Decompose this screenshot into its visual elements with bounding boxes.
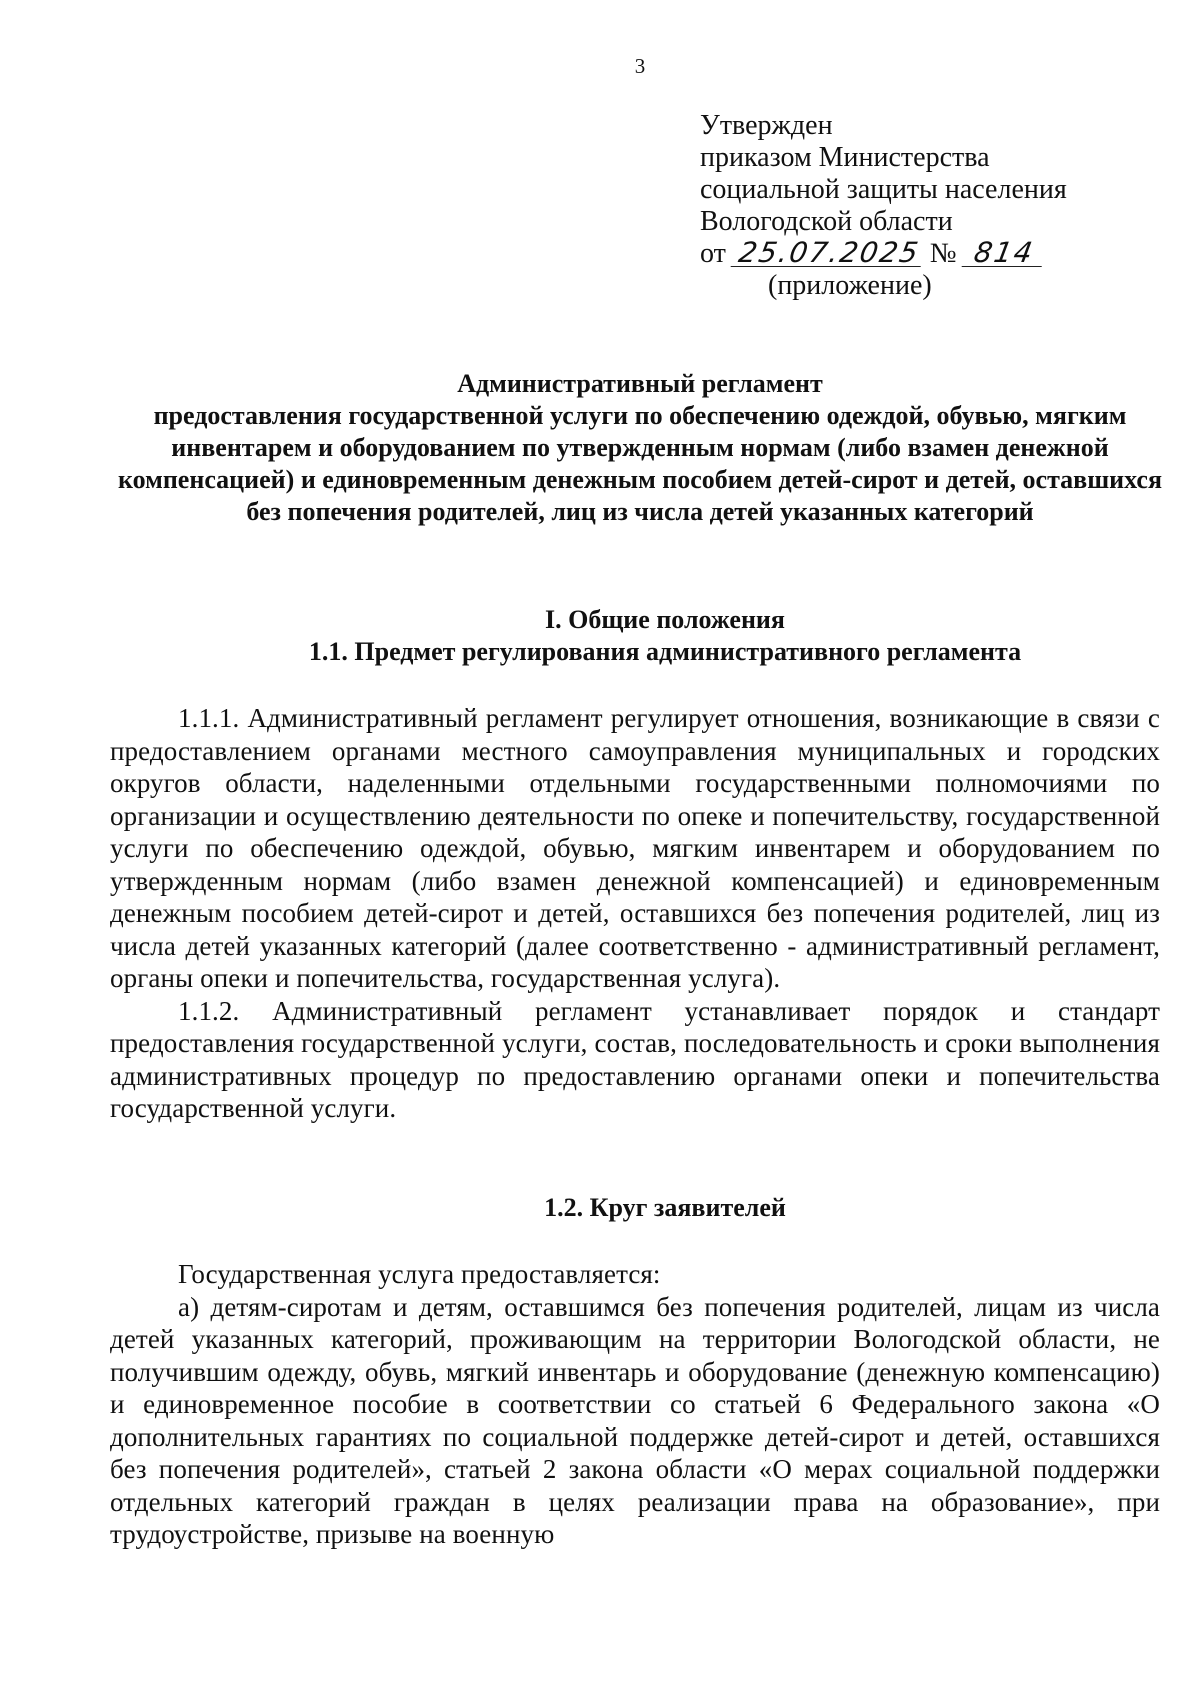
approval-date-line <box>700 238 1067 270</box>
document-subtitle: предоставления государственной услуги по обеспечению одеждой, обувью, мягким инвентарем и оборудованием по утвержденным нормам (либо взамен денежной компенсацией) и единовременным денежным пособием детей-сирот и детей, оставшихся без попечения родителей, лиц из числа детей указанных категорий <box>117 401 1163 526</box>
number-prefix: № <box>929 238 957 269</box>
approval-note: (приложение) <box>768 270 932 301</box>
document-title: Административный регламент <box>457 369 823 398</box>
approval-line-2: приказом Министерства <box>700 142 990 173</box>
page-number: 3 <box>634 54 646 78</box>
approval-line-3: социальной защиты населения <box>700 174 1067 205</box>
document-title-block <box>110 368 1170 528</box>
paragraph-1-1-2: 1.1.2. Административный регламент устанавливает порядок и стандарт предоставления государственной услуги, состав, последовательность и сроки выполнения административных процедур по предоставлению органами опеки и попечительства государственной услуги. <box>110 995 1160 1123</box>
section-heading-general: I. Общие положения <box>545 605 785 634</box>
handwritten-order-number: 814 <box>961 240 1046 267</box>
section-heading-applicants: 1.2. Круг заявителей <box>544 1193 786 1222</box>
approval-stamp-block <box>700 110 1067 302</box>
section-1-2-body <box>110 1258 1160 1551</box>
paragraph-applicants-intro: Государственная услуга предоставляется: <box>178 1259 661 1289</box>
approval-line-4: Вологодской области <box>700 206 953 237</box>
paragraph-1-1-1: 1.1.1. Административный регламент регулирует отношения, возникающие в связи с предоставлением органами местного самоуправления муниципальных и городских округов области, наделенными отдельными государственными полномочиями по организации и осуществлению деятельности по опеке и попечительству, государственной услуги по обеспечению одеждой, обувью, мягким инвентарем и оборудованием по утвержденным нормам (либо взамен денежной компенсацией) и единовременным денежным пособием детей-сирот и детей, оставшихся без попечения родителей, лиц из числа детей указанных категорий (далее соответственно - административный регламент, органы опеки и попечительства, государственная услуга). <box>110 703 1160 993</box>
section-heading-subject: 1.1. Предмет регулирования административного регламента <box>308 637 1022 666</box>
date-prefix: от <box>700 238 726 269</box>
paragraph-applicants-a: а) детям-сиротам и детям, оставшимся без попечения родителей, лицам из числа детей указанных категорий, проживающим на территории Вологодской области, не получившим одежду, обувь, мягкий инвентарь и оборудование (денежную компенсацию) и единовременное пособие в соответствии со статьей 6 Федерального закона «О дополнительных гарантиях по социальной поддержке детей-сирот и детей, оставшихся без попечения родителей», статьей 2 закона области «О мерах социальной поддержки отдельных категорий граждан в целях реализации права на образование», при трудоустройстве, призыве на военную <box>110 1291 1160 1549</box>
section-1-1-body <box>110 702 1160 1125</box>
approval-line-1: Утвержден <box>700 110 833 141</box>
handwritten-date: 25.07.2025 <box>730 240 925 267</box>
